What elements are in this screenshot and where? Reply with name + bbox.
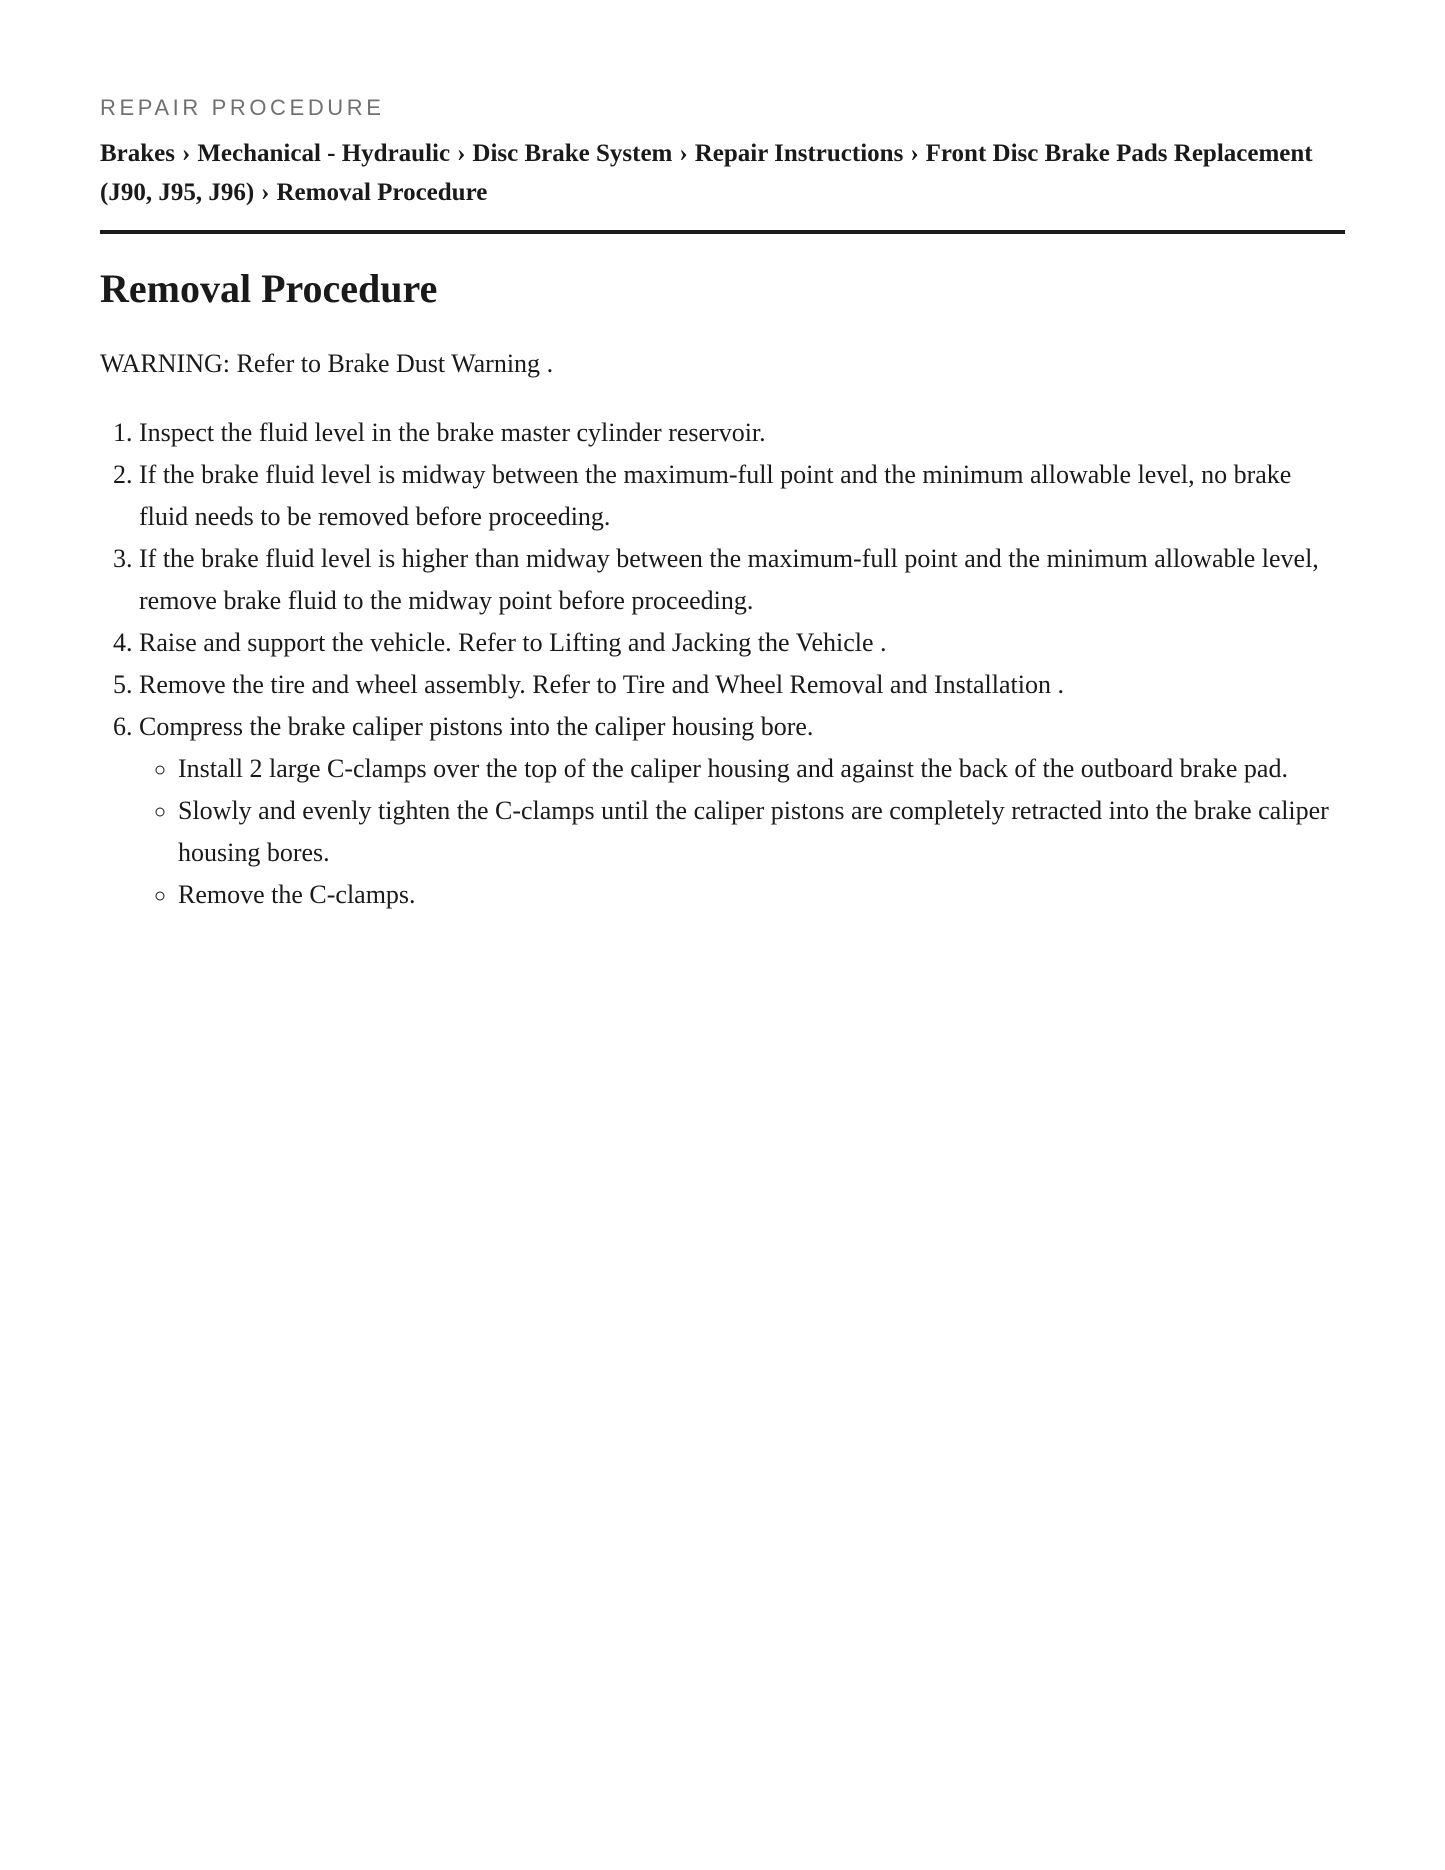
breadcrumb-item-mechanical-hydraulic[interactable]: Mechanical - Hydraulic — [197, 140, 451, 167]
step-text: Inspect the fluid level in the brake master cylinder reservoir. — [139, 418, 766, 447]
breadcrumb-separator: › — [910, 140, 919, 167]
step-item — [139, 454, 1345, 538]
step-text: Remove the tire and wheel assembly. Refer to — [139, 670, 623, 699]
step-item — [139, 664, 1345, 706]
breadcrumb-item-disc-brake-system[interactable]: Disc Brake System — [472, 140, 673, 167]
step-text: Compress the brake caliper pistons into the caliper housing bore. — [139, 712, 814, 741]
lifting-jacking-link[interactable]: Lifting and Jacking the Vehicle — [549, 628, 874, 657]
step-text: If the brake fluid level is midway between the maximum-full point and the minimum allowable level, no brake fluid needs to be removed before proceeding. — [139, 460, 1292, 531]
breadcrumb-separator: › — [457, 140, 466, 167]
procedure-steps — [100, 412, 1345, 916]
breadcrumb-item-removal-procedure: Removal Procedure — [276, 179, 488, 206]
breadcrumb — [100, 134, 1345, 234]
breadcrumb-separator: › — [679, 140, 688, 167]
warning-suffix: . — [540, 349, 554, 378]
step-text: Raise and support the vehicle. Refer to — [139, 628, 550, 657]
brake-dust-warning-link[interactable]: Brake Dust Warning — [327, 349, 541, 378]
breadcrumb-separator: › — [182, 140, 191, 167]
breadcrumb-item-brakes[interactable]: Brakes — [100, 140, 175, 167]
step-item — [139, 706, 1345, 916]
section-eyebrow: REPAIR PROCEDURE — [100, 95, 385, 120]
breadcrumb-item-repair-instructions[interactable]: Repair Instructions — [694, 140, 904, 167]
tire-wheel-removal-link[interactable]: Tire and Wheel Removal and Installation — [622, 670, 1051, 699]
page-title: Removal Procedure — [100, 266, 438, 311]
step-item — [139, 412, 1345, 454]
breadcrumb-item-front-disc-brake-pads[interactable]: Front Disc Brake Pads Replacement (J90, J95, J96) — [100, 140, 1313, 206]
warning-prefix: WARNING: Refer to — [100, 349, 328, 378]
substep-item: ◦ Install 2 large C-clamps over the top of the caliper housing and against the back of the outboard brake pad. — [178, 748, 1345, 790]
step-item — [139, 622, 1345, 664]
breadcrumb-separator: › — [261, 179, 270, 206]
step-suffix: . — [873, 628, 887, 657]
warning-note — [100, 346, 1345, 382]
step-item — [139, 538, 1345, 622]
substep-item: ◦ Remove the C-clamps. — [178, 874, 1345, 916]
substep-list — [139, 748, 1345, 916]
document-page — [100, 92, 1345, 916]
substep-item: ◦ Slowly and evenly tighten the C-clamps until the caliper pistons are completely retracted into the brake caliper housing bores. — [178, 790, 1345, 874]
step-suffix: . — [1050, 670, 1064, 699]
step-text: If the brake fluid level is higher than midway between the maximum-full point and the minimum allowable level, remove brake fluid to the midway point before proceeding. — [139, 544, 1319, 615]
